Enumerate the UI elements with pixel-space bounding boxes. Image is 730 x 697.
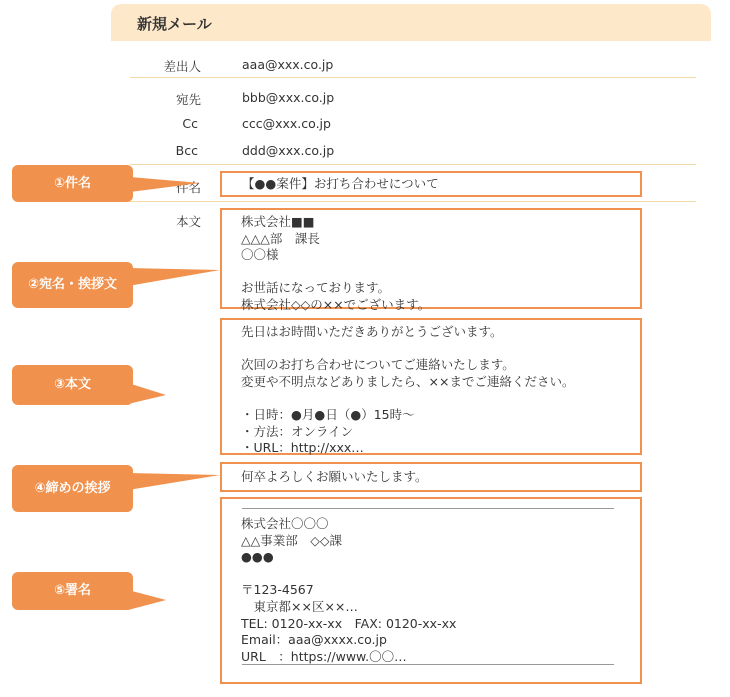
to-label: 宛先 xyxy=(175,92,201,107)
divider xyxy=(130,77,696,78)
bcc-label: Bcc xyxy=(175,143,198,158)
body-label: 本文 xyxy=(175,214,201,229)
divider xyxy=(130,201,696,202)
callout-subject: ①件名 xyxy=(12,165,133,202)
cc-field[interactable]: ccc@xxx.co.jp xyxy=(242,116,331,131)
callout-pointer xyxy=(128,588,188,618)
to-field[interactable]: bbb@xxx.co.jp xyxy=(242,90,335,105)
callout-greeting: ②宛名・挨拶文 xyxy=(12,262,133,308)
signature-separator xyxy=(242,664,614,665)
callout-main-body: ③本文 xyxy=(12,365,133,405)
subject-label: 件名 xyxy=(175,180,201,195)
callout-closing: ④締めの挨拶 xyxy=(12,465,133,512)
callout-pointer xyxy=(128,262,220,292)
callout-pointer xyxy=(128,380,188,410)
main-body-text: 先日はお時間いただきありがとうございます。 次回のお打ち合わせについてご連絡いたします。 変更や不明点などありましたら、××までご連絡ください。 ・日時：●月●日（●）15時～ ・方法：オンライン ・URL：http://xxx… xyxy=(241,324,575,456)
callout-pointer xyxy=(128,470,220,500)
main-body-section[interactable] xyxy=(220,318,642,455)
callout-pointer xyxy=(130,170,220,200)
divider xyxy=(130,164,696,165)
subject-box[interactable] xyxy=(220,171,642,197)
signature-section[interactable] xyxy=(220,497,642,684)
from-label: 差出人 xyxy=(163,59,201,74)
bcc-field[interactable]: ddd@xxx.co.jp xyxy=(242,143,335,158)
from-field[interactable]: aaa@xxx.co.jp xyxy=(242,57,334,72)
closing-text: 何卒よろしくお願いいたします。 xyxy=(241,469,428,484)
signature-separator xyxy=(242,508,614,509)
cc-label: Cc xyxy=(182,116,198,131)
callout-signature: ⑤署名 xyxy=(12,572,133,610)
signature-text: 株式会社〇〇〇 △△事業部 ◇◇課 ●●● 〒123-4567 東京都××区××… TEL: 0120-xx-xx FAX: 0120-xx-xx Email：aaa@xxxx.co.jp URL ：https://www.〇〇… xyxy=(241,516,457,664)
greeting-section[interactable] xyxy=(220,208,642,312)
greeting-text: 株式会社■■ △△△部 課長 〇〇様 お世話になっております。 株式会社◇◇の××でございます。 xyxy=(241,214,431,312)
subject-field[interactable]: 【●●案件】お打ち合わせについて xyxy=(242,176,439,191)
mail-header xyxy=(111,4,711,41)
closing-section[interactable] xyxy=(220,462,642,492)
page-title: 新規メール xyxy=(137,15,212,33)
